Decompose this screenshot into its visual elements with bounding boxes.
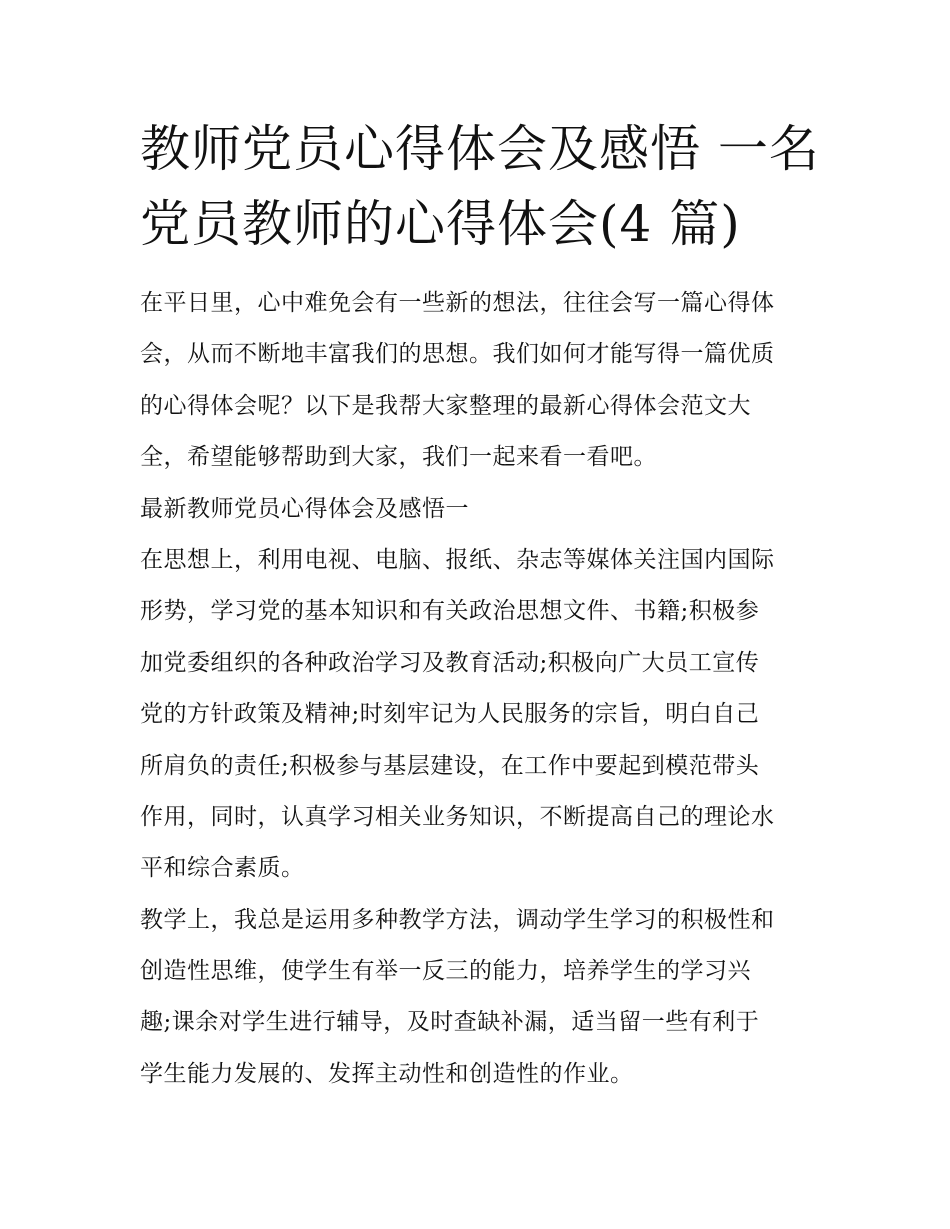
section-heading: 最新教师党员心得体会及感悟一	[140, 495, 469, 522]
paragraph-thought-line: 加党委组织的各种政治学习及教育活动;积极向广大员工宣传	[140, 649, 760, 676]
paragraph-teaching-line: 学生能力发展的、发挥主动性和创造性的作业。	[140, 1060, 634, 1087]
title-line: 教师党员心得体会及感悟 一名	[140, 120, 820, 178]
paragraph-intro-line: 在平日里，心中难免会有一些新的想法，往往会写一篇心得体	[140, 290, 775, 316]
paragraph-intro-line: 全，希望能够帮助到大家，我们一起来看一看吧。	[140, 444, 657, 471]
paragraph-thought-line: 平和综合素质。	[140, 855, 305, 882]
paragraph-intro-line: 的心得体会呢？以下是我帮大家整理的最新心得体会范文大	[140, 392, 751, 419]
document-title	[140, 112, 820, 262]
document-body	[140, 278, 830, 1100]
paragraph-teaching-line: 教学上，我总是运用多种教学方法，调动学生学习的积极性和	[140, 906, 775, 933]
paragraph-thought-line: 所肩负的责任;积极参与基层建设，在工作中要起到模范带头	[140, 752, 760, 779]
paragraph-thought-line: 作用，同时，认真学习相关业务知识，不断提高自己的理论水	[140, 803, 775, 830]
paragraph-intro-line: 会，从而不断地丰富我们的思想。我们如何才能写得一篇优质	[140, 341, 775, 368]
title-line: 党员教师的心得体会(4 篇)	[140, 195, 741, 253]
paragraph-teaching-line: 趣;课余对学生进行辅导，及时查缺补漏，适当留一些有利于	[140, 1009, 760, 1036]
paragraph-thought-line: 在思想上，利用电视、电脑、报纸、杂志等媒体关注国内国际	[140, 546, 775, 573]
paragraph-thought-line: 形势，学习党的基本知识和有关政治思想文件、书籍;积极参	[140, 598, 760, 625]
paragraph-thought-line: 党的方针政策及精神;时刻牢记为人民服务的宗旨，明白自己	[140, 701, 760, 728]
paragraph-teaching-line: 创造性思维，使学生有举一反三的能力，培养学生的学习兴	[140, 958, 751, 985]
